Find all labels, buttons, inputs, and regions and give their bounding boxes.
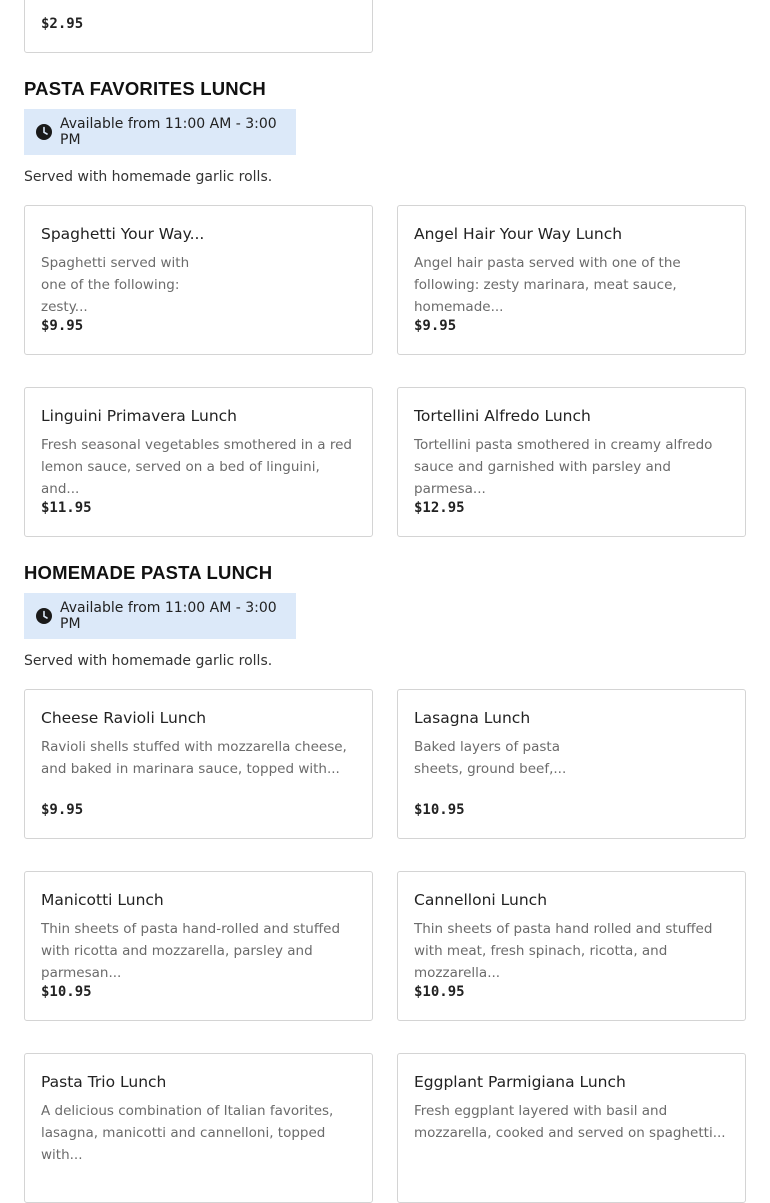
item-description: A delicious combination of Italian favorites, lasagna, manicotti and cannelloni, topped with...: [41, 1103, 334, 1163]
item-name: Cannelloni Lunch: [414, 891, 548, 909]
item-description: Angel hair pasta served with one of the following: zesty marinara, meat sauce, homemade...: [414, 255, 681, 315]
menu-item-card[interactable]: [24, 205, 373, 355]
menu-item-card[interactable]: [397, 205, 746, 355]
clock-icon: [36, 124, 52, 140]
item-price: $2.95: [41, 16, 84, 32]
item-price: $10.95: [41, 984, 92, 1000]
item-description: Fresh eggplant layered with basil and mozzarella, cooked and served on spaghetti...: [414, 1103, 726, 1141]
item-description: Tortellini pasta smothered in creamy alfredo sauce and garnished with parsley and parmesa...: [414, 437, 713, 497]
menu-item-card[interactable]: [397, 1053, 746, 1203]
menu-item-card[interactable]: [397, 871, 746, 1021]
section-title: HOMEMADE PASTA LUNCH: [24, 562, 273, 583]
item-name: Spaghetti Your Way...: [41, 225, 205, 243]
hours-text: Available from 11:00 AM - 3:00 PM: [60, 116, 277, 148]
item-description: Ravioli shells stuffed with mozzarella cheese, and baked in marinara sauce, topped with...: [41, 739, 347, 777]
menu-item-card[interactable]: [24, 1053, 373, 1203]
section-note: Served with homemade garlic rolls.: [24, 169, 273, 185]
item-price: $10.95: [414, 984, 465, 1000]
menu-item-card[interactable]: [24, 689, 373, 839]
availability-hours: [24, 593, 296, 639]
item-name: Cheese Ravioli Lunch: [41, 709, 207, 727]
item-name: Linguini Primavera Lunch: [41, 407, 238, 425]
item-description: Spaghetti served with one of the following: zesty...: [41, 255, 190, 315]
item-name: Manicotti Lunch: [41, 891, 164, 909]
menu-item-card[interactable]: [397, 689, 746, 839]
item-description: Thin sheets of pasta hand rolled and stuffed with meat, fresh spinach, ricotta, and mozzarella...: [414, 921, 713, 981]
menu-item-card[interactable]: [24, 387, 373, 537]
item-name: Pasta Trio Lunch: [41, 1073, 167, 1091]
item-price: $9.95: [41, 318, 84, 334]
item-description: Baked layers of pasta sheets, ground beef,...: [414, 739, 567, 777]
clock-icon: [36, 608, 52, 624]
item-description: Fresh seasonal vegetables smothered in a red lemon sauce, served on a bed of linguini, and...: [41, 437, 352, 497]
item-price: $10.95: [414, 802, 465, 818]
item-price: $11.95: [41, 500, 92, 516]
section-note: Served with homemade garlic rolls.: [24, 653, 273, 669]
item-name: Angel Hair Your Way Lunch: [414, 225, 623, 243]
item-price: $9.95: [41, 802, 84, 818]
menu-item-card[interactable]: [24, 0, 373, 53]
item-name: Lasagna Lunch: [414, 709, 531, 727]
hours-text: Available from 11:00 AM - 3:00 PM: [60, 600, 277, 632]
item-name: Tortellini Alfredo Lunch: [414, 407, 591, 425]
section-title: PASTA FAVORITES LUNCH: [24, 78, 266, 99]
item-price: $9.95: [414, 318, 457, 334]
availability-hours: [24, 109, 296, 155]
item-name: Eggplant Parmigiana Lunch: [414, 1073, 626, 1091]
menu-item-card[interactable]: [397, 387, 746, 537]
item-description: Thin sheets of pasta hand-rolled and stuffed with ricotta and mozzarella, parsley and parmesan...: [41, 921, 341, 981]
item-price: $12.95: [414, 500, 465, 516]
menu-item-card[interactable]: [24, 871, 373, 1021]
